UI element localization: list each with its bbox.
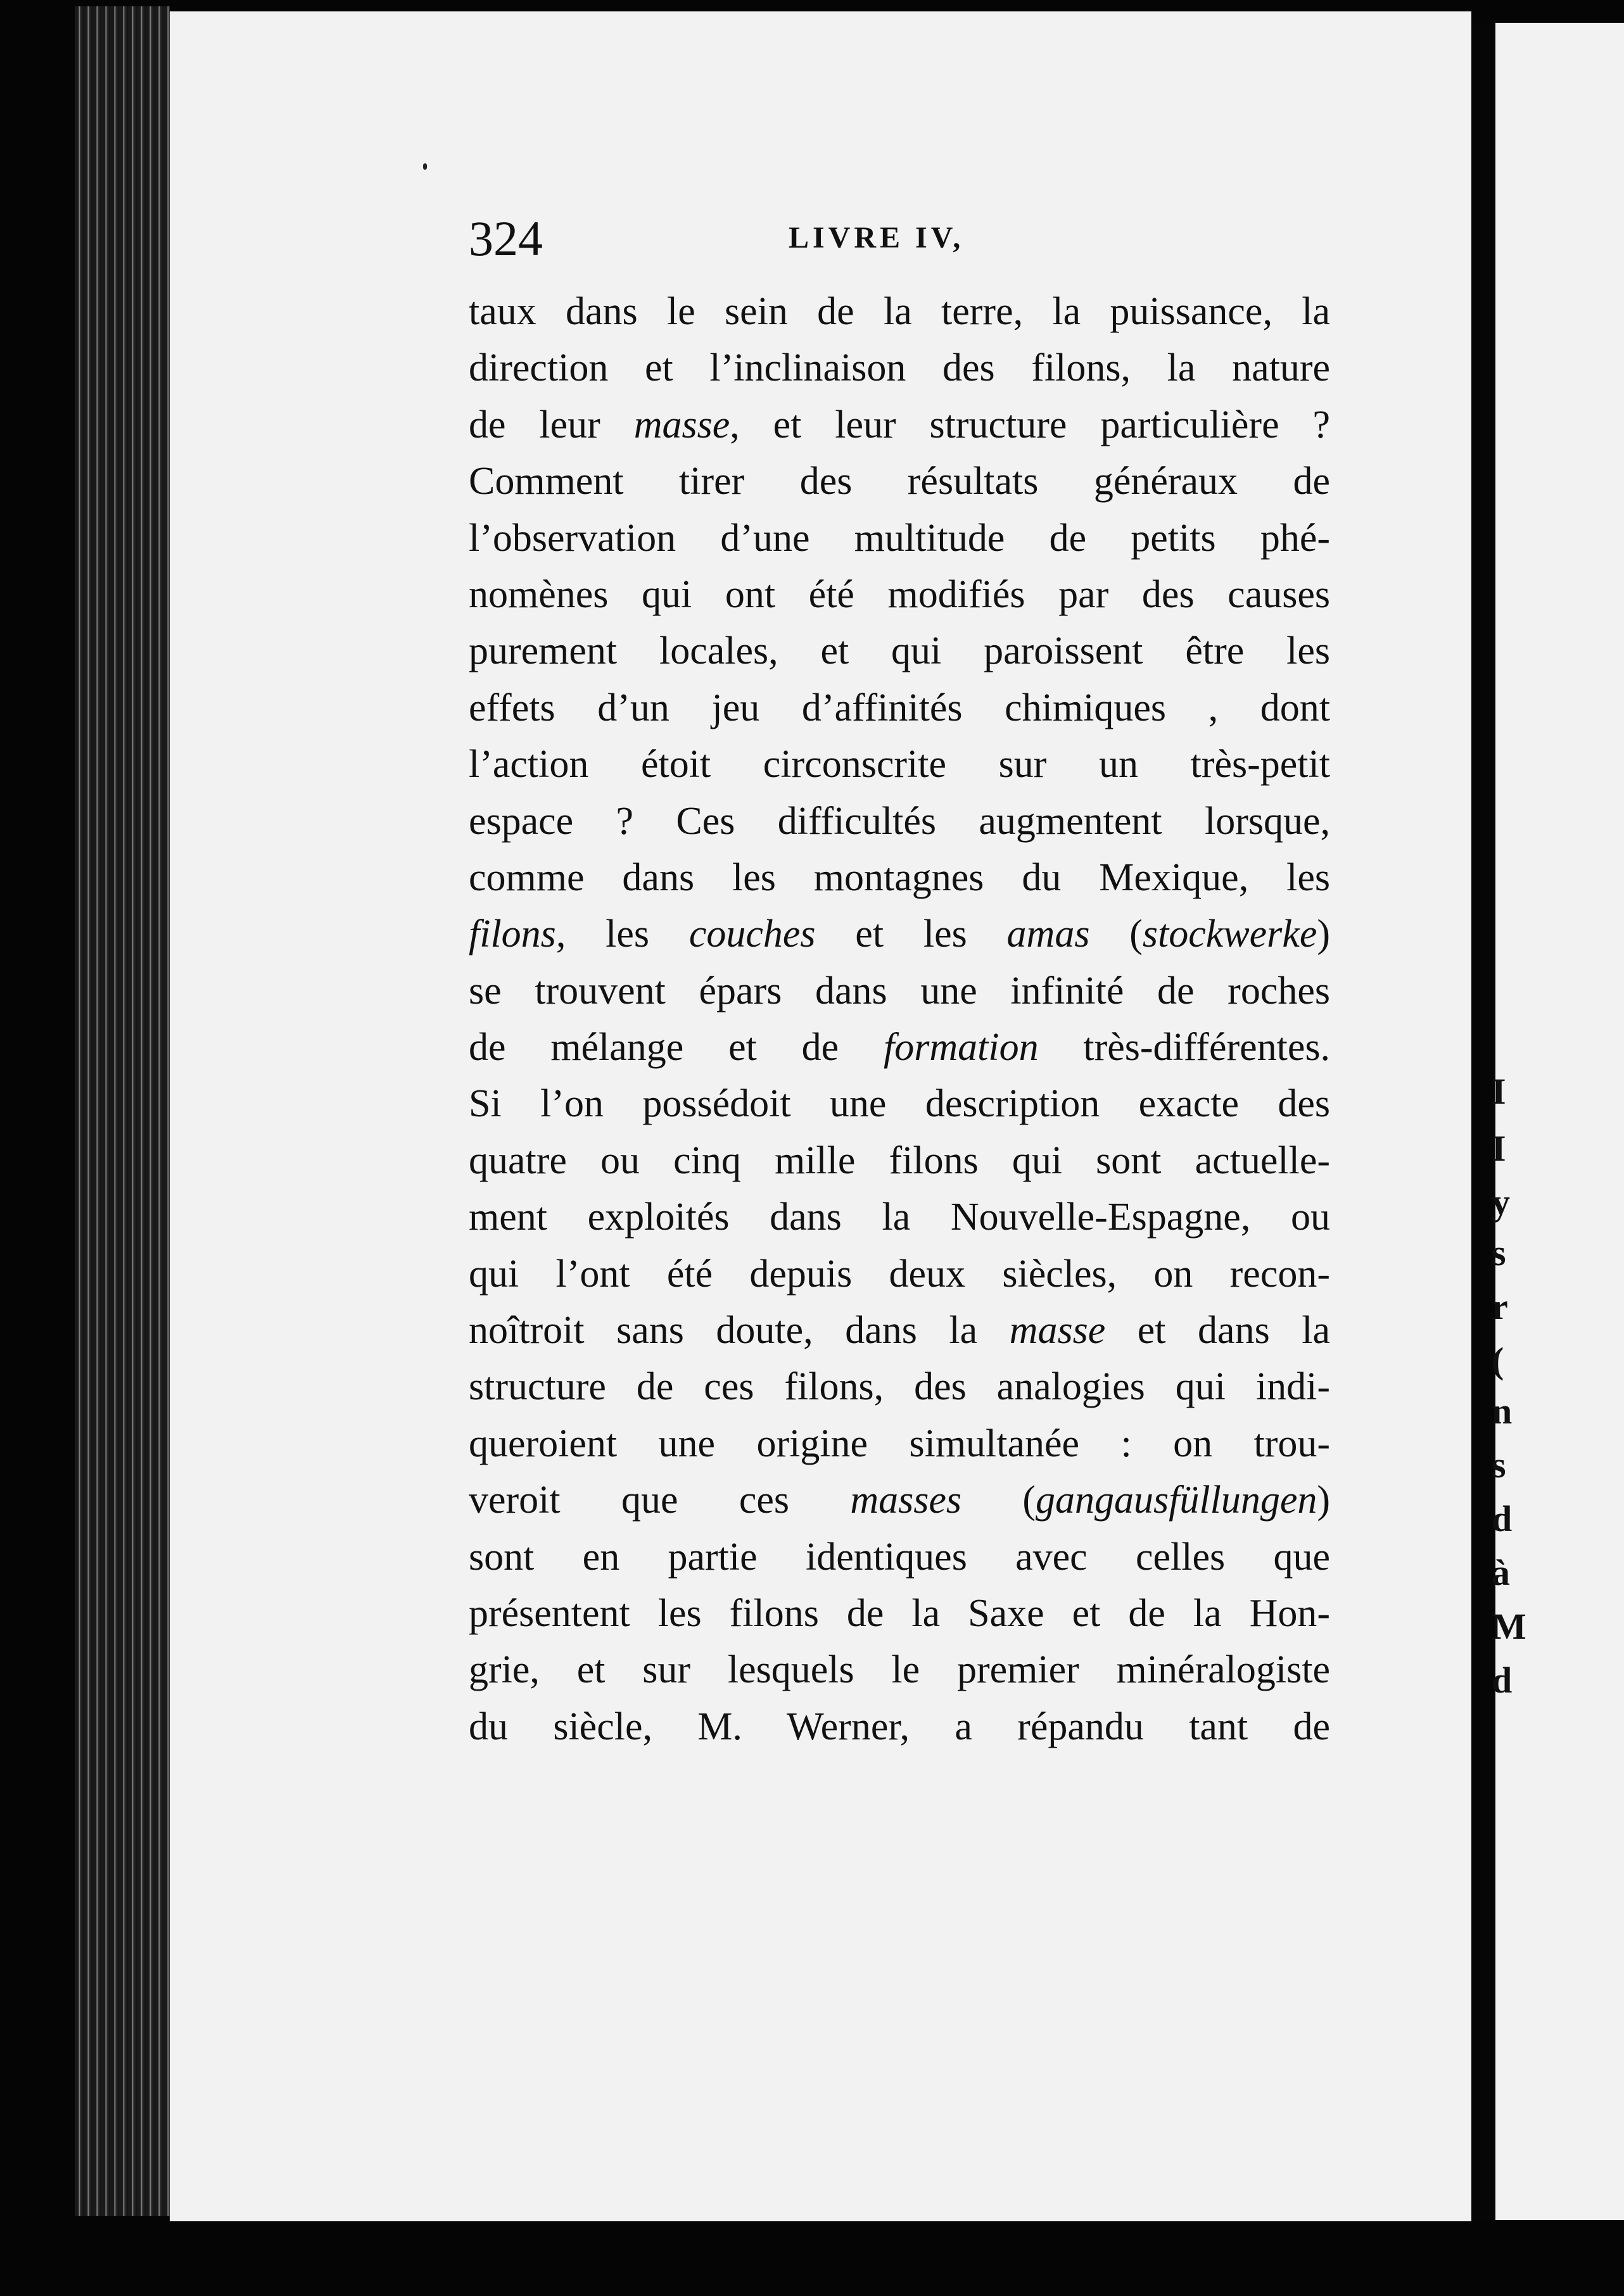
adjacent-page-fragment: r [1492,1286,1508,1327]
italic-term: gangausfüllungen [1036,1479,1317,1522]
text-run: grie, et sur lesquels le premier minéralogiste [469,1648,1330,1692]
text-line [469,567,1330,623]
text-run: veroit que ces [469,1479,851,1522]
text-run: , les [555,912,689,956]
text-run: Si l’on possédoit une description exacte des [469,1082,1330,1126]
text-run: l’action étoit circonscrite sur un très-petit [469,743,1330,786]
text-line [469,1642,1330,1698]
text-run: l’observation d’une multitude de petits phé- [469,516,1330,560]
text-line [469,1416,1330,1472]
text-run: se trouvent épars dans une infinité de roches [469,969,1330,1012]
text-line [469,1359,1330,1415]
text-line [469,1076,1330,1132]
text-line [469,1699,1330,1755]
text-run: ( [1089,912,1143,956]
text-line [469,850,1330,906]
text-line [469,284,1330,340]
text-line [469,1586,1330,1642]
italic-term: amas [1006,912,1090,956]
text-line [469,736,1330,793]
text-run: effets d’un jeu d’affinités chimiques , dont [469,686,1330,729]
text-run: noîtroit sans doute, dans la [469,1309,1010,1353]
adjacent-page-fragment: d [1492,1660,1513,1701]
book-gutter [1471,25,1495,2223]
italic-term: filons [469,912,556,956]
adjacent-page-fragment: s [1492,1232,1506,1273]
text-run: ) [1317,1479,1330,1522]
italic-term: formation [883,1026,1039,1069]
text-line [469,1133,1330,1189]
italic-term: masse [1009,1309,1106,1353]
text-line [469,397,1330,453]
text-run: très-différentes. [1038,1026,1330,1069]
text-line [469,340,1330,396]
text-run: comme dans les montagnes du Mexique, les [469,855,1330,899]
adjacent-page-fragment: n [1492,1391,1513,1432]
italic-term: masse [633,403,730,446]
text-run: du siècle, M. Werner, a répandu tant de [469,1705,1330,1748]
adjacent-page-fragment: à [1492,1552,1510,1593]
text-line [469,680,1330,736]
text-line [469,906,1330,962]
italic-term: masses [850,1479,962,1522]
text-run: ( [961,1479,1036,1522]
text-run: et les [815,912,1007,956]
text-line [469,1246,1330,1303]
text-line [469,1529,1330,1586]
text-run: sont en partie identiques avec celles que [469,1535,1330,1579]
page-number: 324 [469,211,543,266]
text-run: ) [1317,912,1331,956]
text-run: de mélange et de [469,1026,884,1069]
text-line [469,963,1330,1019]
text-run: direction et l’inclinaison des filons, la nature [469,346,1330,390]
text-line [469,453,1330,510]
adjacent-page [1492,23,1624,2220]
text-run: présentent les filons de la Saxe et de la Hon- [469,1591,1330,1635]
adjacent-page-fragment: d [1492,1498,1513,1539]
text-line [469,623,1330,679]
page-speck [423,163,427,170]
text-run: queroient une origine simultanée : on trou- [469,1422,1330,1465]
text-run: de leur [469,403,634,446]
text-run: espace ? Ces difficultés augmentent lorsque, [469,799,1330,843]
text-run: , et leur structure particulière ? [730,403,1330,446]
text-run: nomènes qui ont été modifiés par des causes [469,572,1330,616]
text-run: purement locales, et qui paroissent être les [469,629,1330,673]
text-line [469,793,1330,850]
text-line [469,1472,1330,1529]
text-run: structure de ces filons, des analogies qui indi- [469,1365,1330,1409]
adjacent-page-fragment: M [1492,1606,1526,1647]
scan-background [0,2221,1624,2296]
adjacent-page-fragment: s [1492,1444,1506,1485]
text-run: et dans la [1105,1309,1330,1353]
adjacent-page-fragment: y [1492,1182,1510,1223]
body-text [469,284,1330,1755]
text-run: ment exploités dans la Nouvelle-Espagne, ou [469,1195,1330,1239]
text-line [469,1019,1330,1076]
text-line [469,1189,1330,1246]
text-line [469,510,1330,567]
book-page-edges [75,6,170,2216]
italic-term: stockwerke [1142,912,1317,956]
text-run: Comment tirer des résultats généraux de [469,460,1330,503]
running-head: LIVRE IV, [789,221,965,255]
text-line [469,1303,1330,1359]
text-run: qui l’ont été depuis deux siècles, on recon- [469,1252,1330,1296]
page-header [469,210,1001,267]
adjacent-page-fragment: I [1492,1071,1506,1112]
text-run: quatre ou cinq mille filons qui sont actuelle- [469,1139,1330,1182]
adjacent-page-fragment: ( [1492,1340,1504,1381]
italic-term: couches [688,912,816,956]
adjacent-page-fragment: I [1492,1128,1506,1169]
text-run: taux dans le sein de la terre, la puissance, la [469,290,1330,333]
